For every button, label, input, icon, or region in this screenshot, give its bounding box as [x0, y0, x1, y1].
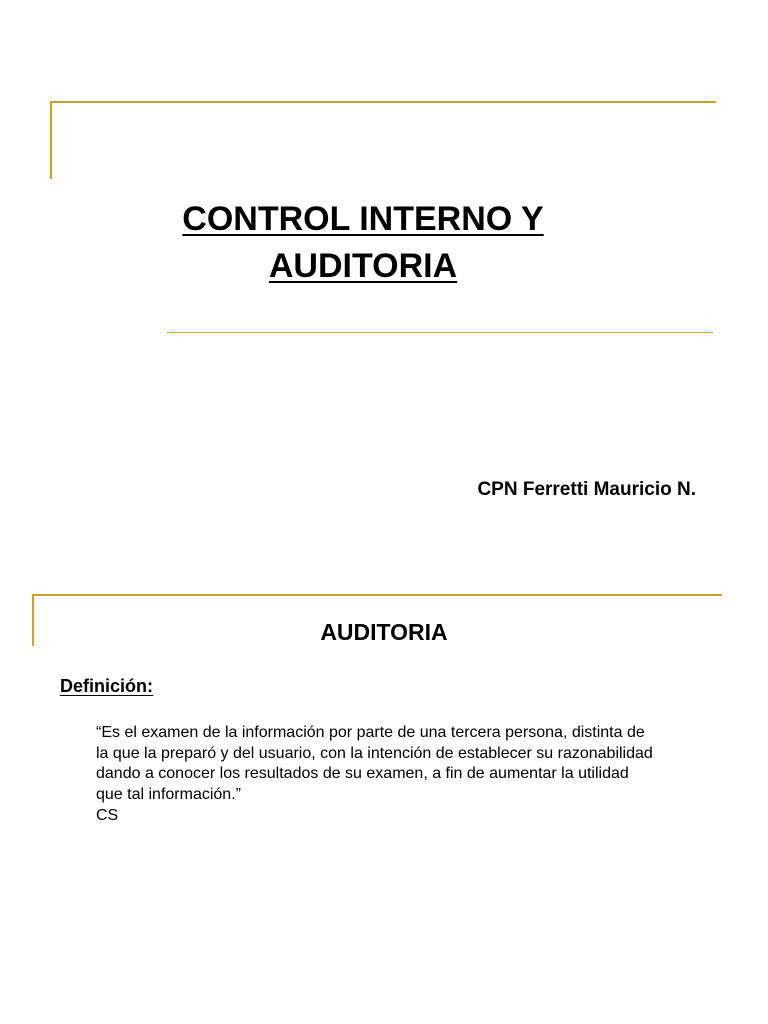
definition-label: Definición:	[60, 676, 153, 696]
definition-source: CS	[96, 807, 119, 824]
author-name: CPN Ferretti Mauricio N.	[477, 479, 696, 500]
slide-title	[120, 196, 606, 290]
definition-text: “Es el examen de la información por parte de una tercera persona, distinta de la que la preparó y del usuario, con la intención de establecer su razonabilidad dando a conocer los resultados de su examen, a fin de aumentar la utilidad que tal información.”	[96, 724, 653, 803]
title-divider-rule	[167, 332, 713, 333]
left-accent-rule	[50, 101, 52, 179]
slide-heading: AUDITORIA	[320, 619, 448, 645]
definition-slide	[0, 580, 768, 1024]
top-accent-rule	[50, 101, 716, 103]
top-accent-rule	[32, 594, 722, 596]
title-line-2: AUDITORIA	[268, 247, 458, 285]
title-line-1: CONTROL INTERNO Y	[182, 200, 544, 238]
